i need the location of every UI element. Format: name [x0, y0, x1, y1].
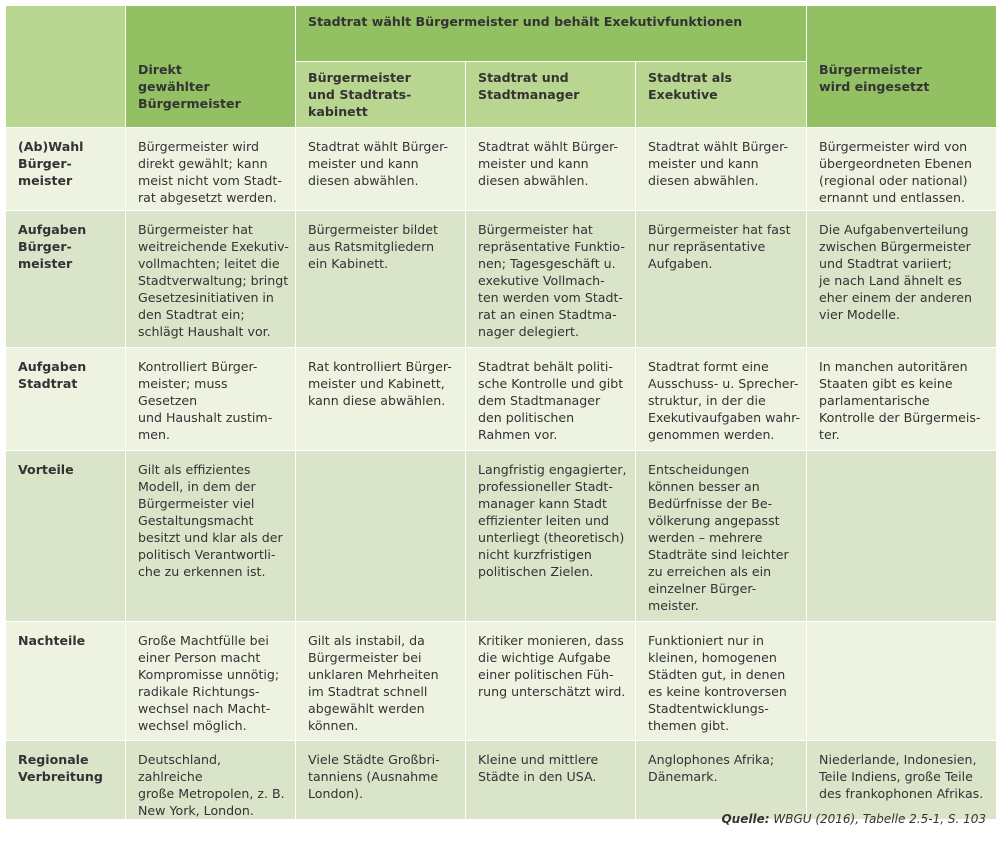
source-text: WBGU (2016), Tabelle 2.5-1, S. 103	[773, 812, 986, 826]
column-header: Bürgermeister und Stadtrats- kabinett	[296, 62, 466, 128]
table-row	[6, 622, 997, 741]
table-cell: Bürgermeister wird direkt gewählt; kann meist nicht vom Stadt- rat abgesetzt werden.	[126, 128, 296, 211]
table-cell: Langfristig engagierter, professioneller Stadt- manager kann Stadt effizienter leiten und unterliegt (theoretisch) nicht kurzfristigen politischen Zielen.	[466, 451, 636, 622]
source-label: Quelle:	[721, 812, 770, 826]
table-cell: Stadtrat formt eine Ausschuss- u. Sprecher- struktur, in der die Exekutivaufgaben wahr- genommen werden.	[636, 348, 807, 451]
table-cell: Bürgermeister hat repräsentative Funktio- nen; Tagesgeschäft u. exekutive Vollmach- ten werden vom Stadt- rat an einen Stadtma- nager delegiert.	[466, 211, 636, 348]
table-cell: Niederlande, Indonesien, Teile Indiens, große Teile des frankophonen Afrikas.	[807, 741, 997, 820]
table-cell: Stadtrat wählt Bürger- meister und kann diesen abwählen.	[466, 128, 636, 211]
table-cell: Stadtrat wählt Bürger- meister und kann diesen abwählen.	[296, 128, 466, 211]
table-cell: Anglophones Afrika; Dänemark.	[636, 741, 807, 820]
table-cell: Bürgermeister bildet aus Ratsmitgliedern ein Kabinett.	[296, 211, 466, 348]
table-cell: Kontrolliert Bürger- meister; muss Gesetzen und Haushalt zustim- men.	[126, 348, 296, 451]
table-cell	[807, 622, 997, 741]
table-cell: Bürgermeister hat fast nur repräsentative Aufgaben.	[636, 211, 807, 348]
header-corner	[6, 6, 126, 128]
row-header: Nachteile	[6, 622, 126, 741]
table-cell: In manchen autoritären Staaten gibt es keine parlamentarische Kontrolle der Bürgermeis- ter.	[807, 348, 997, 451]
row-header: (Ab)Wahl Bürger- meister	[6, 128, 126, 211]
table-cell: Gilt als effizientes Modell, in dem der Bürgermeister viel Gestaltungsmacht besitzt und klar als der politisch Verantwortli- che zu erkennen ist.	[126, 451, 296, 622]
table-cell: Stadtrat behält politi- sche Kontrolle und gibt dem Stadtmanager den politischen Rahmen vor.	[466, 348, 636, 451]
column-header: Stadtrat als Exekutive	[636, 62, 807, 128]
table-row	[6, 348, 997, 451]
table-cell: Viele Städte Großbri- tanniens (Ausnahme London).	[296, 741, 466, 820]
table-cell: Bürgermeister hat weitreichende Exekutiv- vollmachten; leitet die Stadtverwaltung; bringt Gesetzesinitiativen in den Stadtrat ein; schlägt Haushalt vor.	[126, 211, 296, 348]
table-row	[6, 451, 997, 622]
row-header: Aufgaben Stadtrat	[6, 348, 126, 451]
table-row	[6, 128, 997, 211]
row-header: Vorteile	[6, 451, 126, 622]
source-note	[721, 812, 986, 826]
table-cell	[807, 451, 997, 622]
group-header: Stadtrat wählt Bürgermeister und behält Exekutivfunktionen	[296, 6, 807, 62]
comparison-table	[5, 6, 997, 819]
column-header: Bürgermeister wird eingesetzt	[819, 62, 930, 94]
row-header: Regionale Verbreitung	[6, 741, 126, 820]
table-cell: Entscheidungen können besser an Bedürfnisse der Be- völkerung angepasst werden – mehrere Stadträte sind leichter zu erreichen als ein einzelner Bürger- meister.	[636, 451, 807, 622]
table-cell: Kleine und mittlere Städte in den USA.	[466, 741, 636, 820]
table-body	[6, 128, 997, 820]
row-header: Aufgaben Bürger- meister	[6, 211, 126, 348]
table-cell: Bürgermeister wird von übergeordneten Ebenen (regional oder national) ernannt und entlassen.	[807, 128, 997, 211]
table-cell: Deutschland, zahlreiche große Metropolen, z. B. New York, London.	[126, 741, 296, 820]
table-cell: Kritiker monieren, dass die wichtige Aufgabe einer politischen Füh- rung unterschätzt wird.	[466, 622, 636, 741]
table-cell: Die Aufgabenverteilung zwischen Bürgermeister und Stadtrat variiert; je nach Land ähnelt es eher einem der anderen vier Modelle.	[807, 211, 997, 348]
table-row	[6, 211, 997, 348]
column-header: Stadtrat und Stadtmanager	[466, 62, 636, 128]
table-cell	[296, 451, 466, 622]
table-cell: Gilt als instabil, da Bürgermeister bei unklaren Mehrheiten im Stadtrat schnell abgewählt werden können.	[296, 622, 466, 741]
column-header: Direkt gewählter Bürgermeister	[138, 62, 241, 111]
table-cell: Funktioniert nur in kleinen, homogenen Städten gut, in denen es keine kontroversen Stadtentwicklungs- themen gibt.	[636, 622, 807, 741]
table-cell: Stadtrat wählt Bürger- meister und kann diesen abwählen.	[636, 128, 807, 211]
table-cell: Große Machtfülle bei einer Person macht Kompromisse unnötig; radikale Richtungs- wechsel nach Macht- wechsel möglich.	[126, 622, 296, 741]
table-cell: Rat kontrolliert Bürger- meister und Kabinett, kann diese abwählen.	[296, 348, 466, 451]
table-row	[6, 741, 997, 820]
